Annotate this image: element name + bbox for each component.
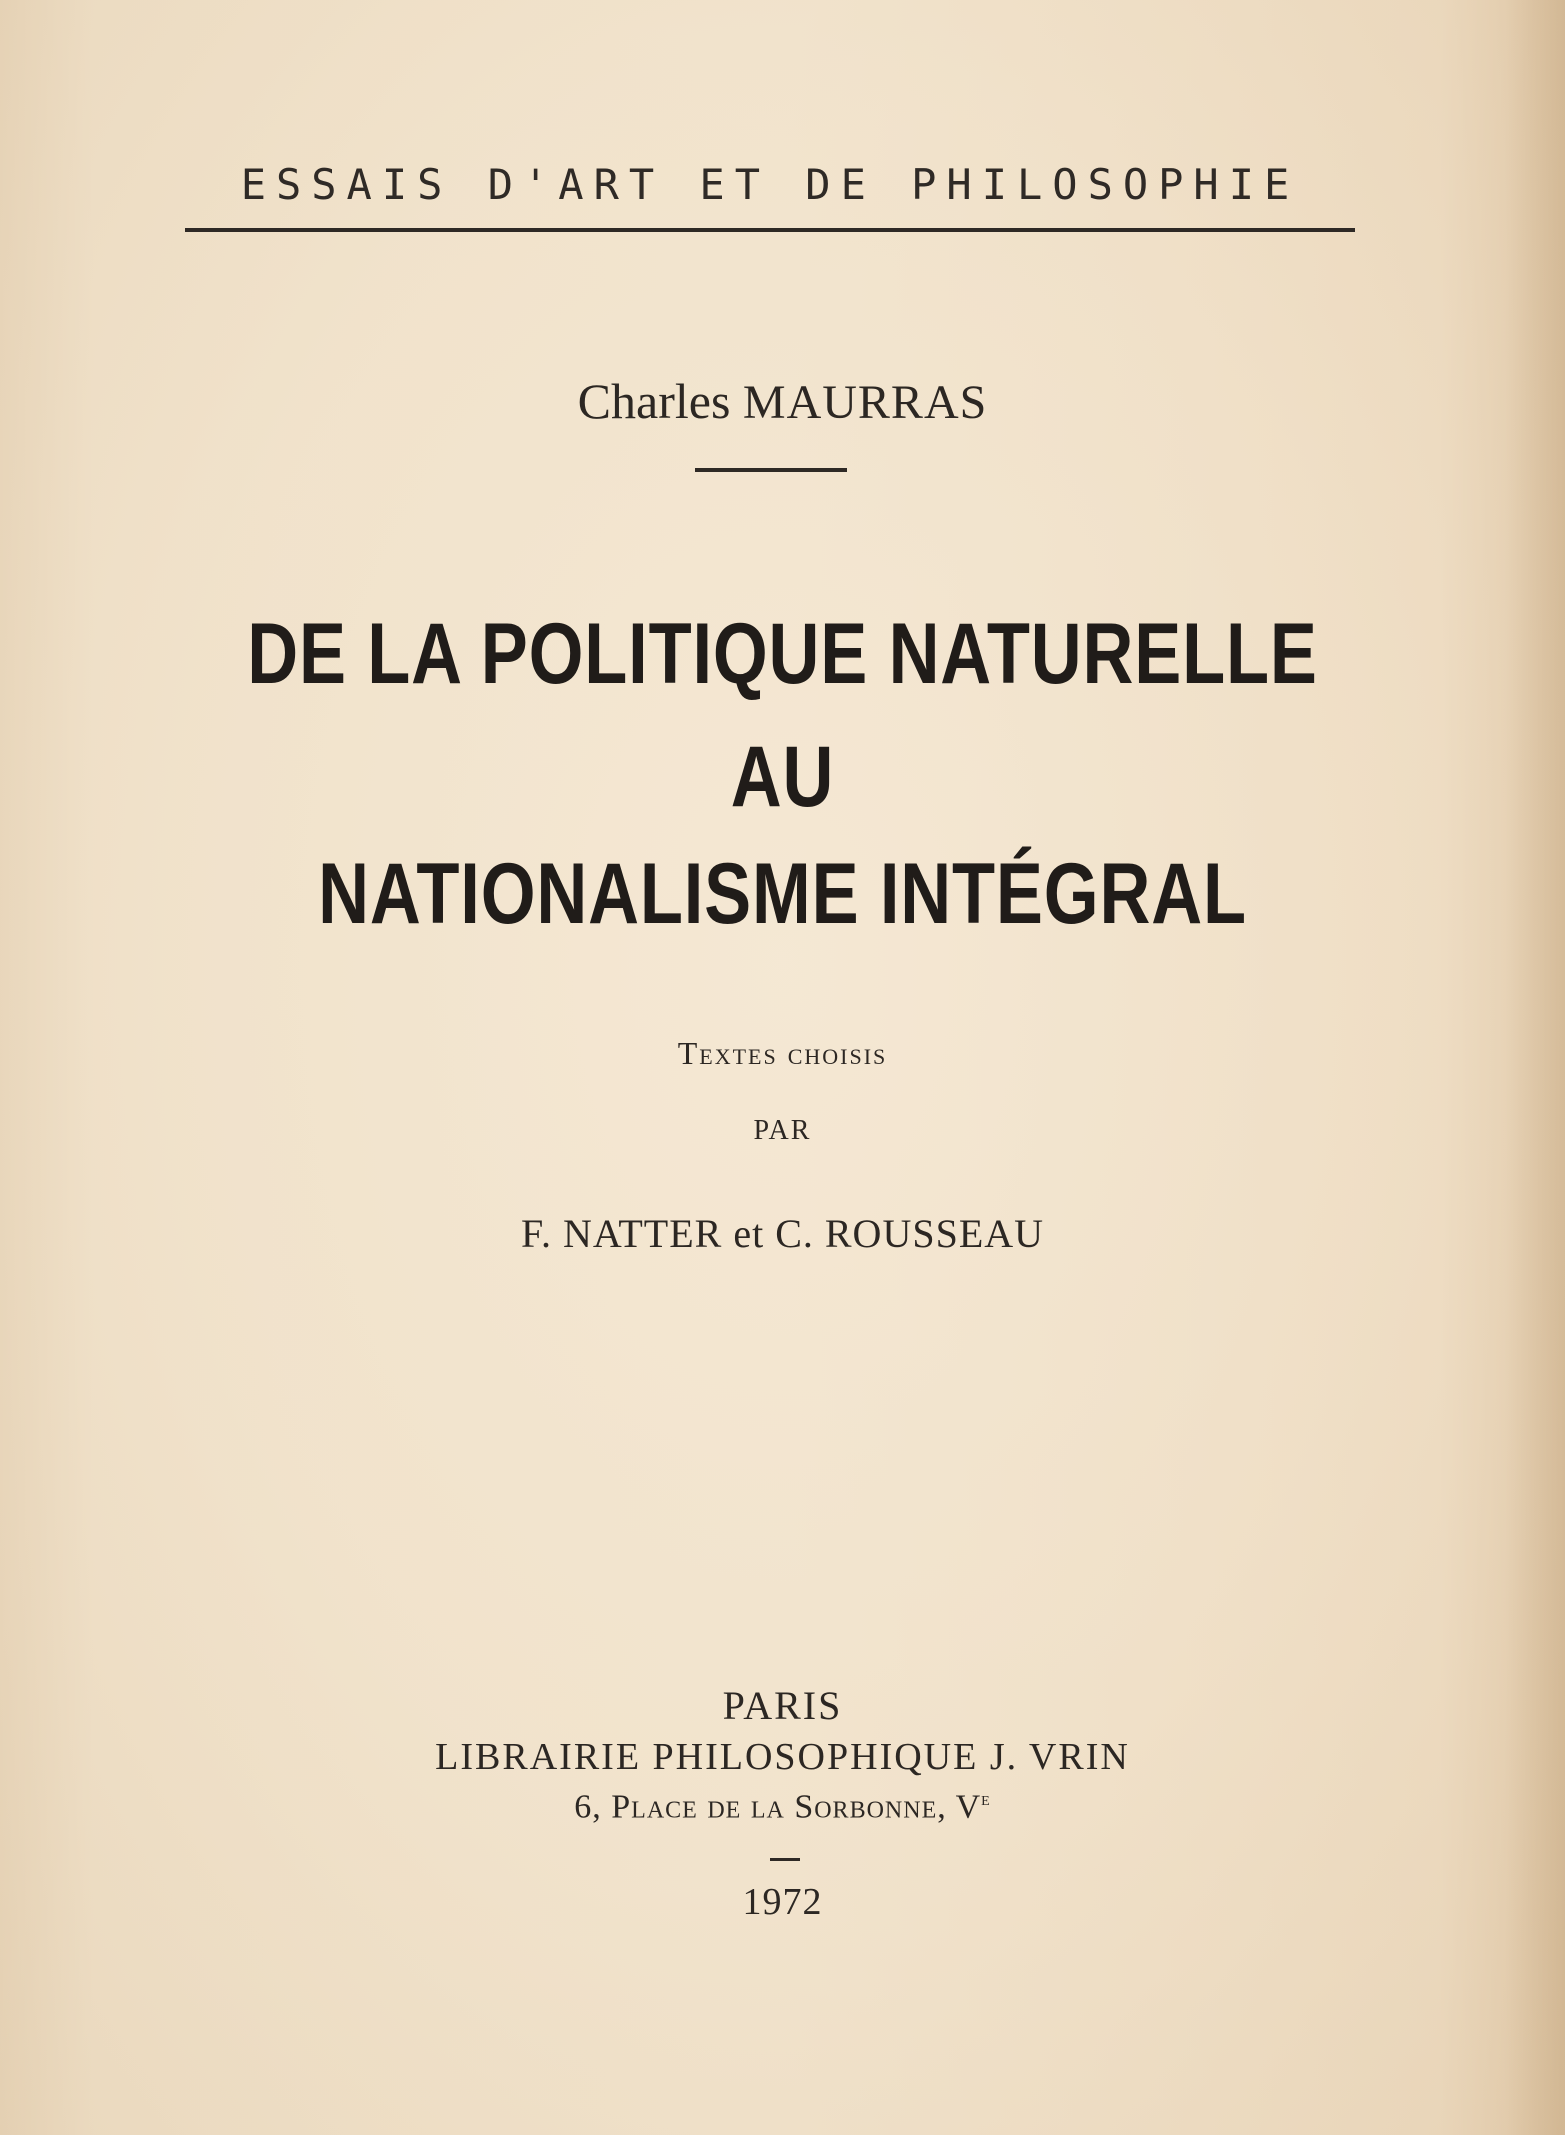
publisher-address-superscript: e xyxy=(981,1788,991,1810)
year-dash xyxy=(770,1858,800,1861)
selection-label: Textes choisis xyxy=(677,1035,888,1071)
author-first-name: Charles xyxy=(577,373,731,429)
book-title-line-1: DE LA POLITIQUE NATURELLE xyxy=(247,606,1318,702)
series-title: ESSAIS D'ART ET DE PHILOSOPHIE xyxy=(240,160,1300,209)
publisher-name: LIBRAIRIE PHILOSOPHIQUE J. VRIN xyxy=(435,1736,1130,1778)
book-title-line-3: NATIONALISME INTÉGRAL xyxy=(318,846,1247,942)
author-rule xyxy=(695,468,847,472)
publisher-address xyxy=(0,1788,1565,1826)
publisher-address-text: 6, Place de la Sorbonne, V xyxy=(574,1788,982,1826)
author-name xyxy=(0,372,1565,430)
book-title-line-2: AU xyxy=(730,729,835,825)
editors-names: F. NATTER et C. ROUSSEAU xyxy=(520,1211,1045,1256)
par-label: PAR xyxy=(753,1115,812,1146)
series-rule xyxy=(185,228,1355,232)
publication-year: 1972 xyxy=(742,1881,823,1923)
author-last-name: MAURRAS xyxy=(742,376,988,429)
publication-city: PARIS xyxy=(722,1683,843,1728)
